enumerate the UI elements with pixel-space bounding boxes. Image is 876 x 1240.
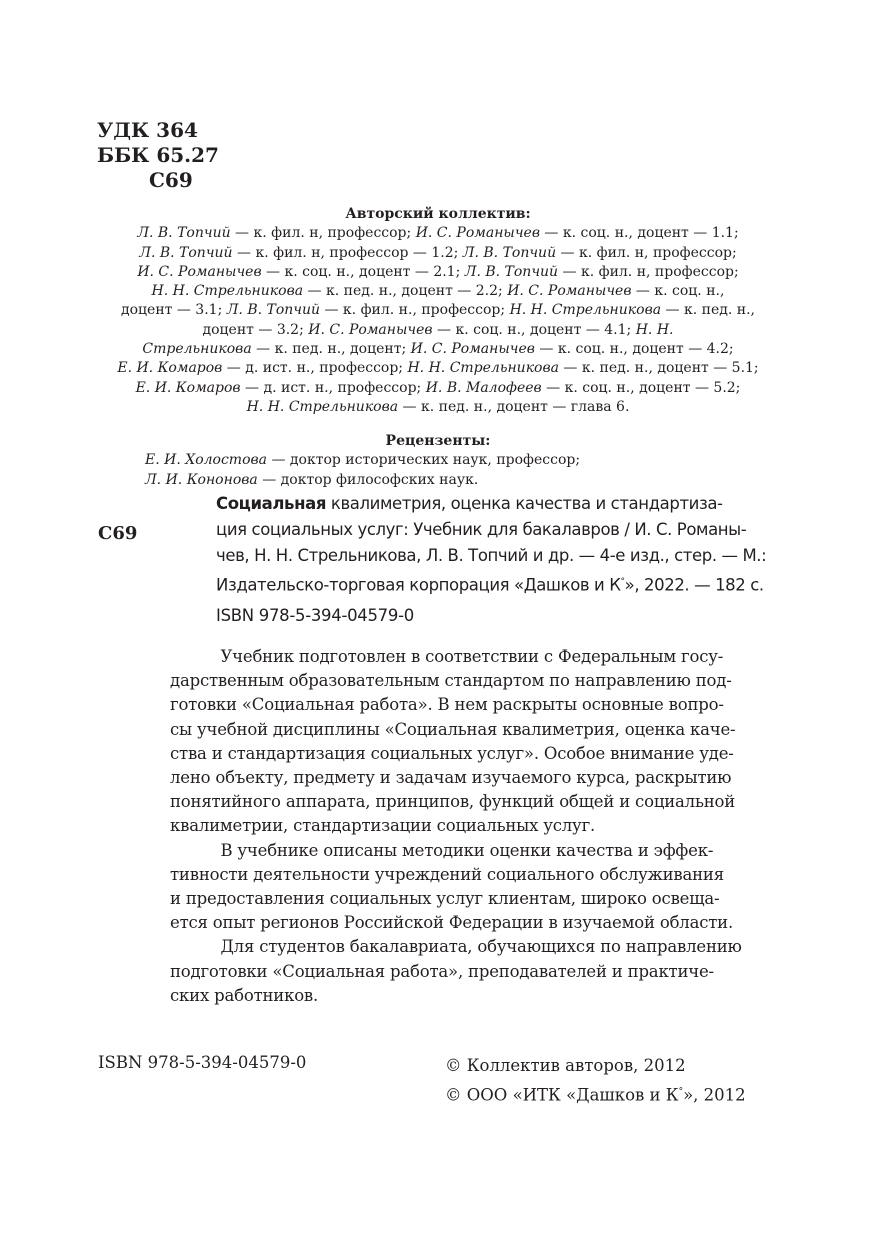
author-mark: С69 bbox=[149, 168, 193, 192]
authors-block bbox=[100, 205, 776, 417]
author-line bbox=[100, 359, 776, 378]
credential-text: — к. фил. н, профессор — 1.2; bbox=[232, 244, 463, 261]
author-line bbox=[100, 224, 776, 243]
bibliographic-entry bbox=[216, 491, 776, 599]
credential-text: — к. пед. н., доцент; bbox=[251, 341, 411, 358]
copyright-publisher-year: », 2012 bbox=[683, 1085, 746, 1105]
person-name: Л. И. Кононова bbox=[145, 471, 258, 488]
credential-text: — доктор философских наук. bbox=[257, 471, 479, 488]
person-name: И. С. Романычев bbox=[137, 263, 262, 280]
authors-list bbox=[100, 224, 776, 417]
annotation-line: Для студентов бакалавриата, обучающихся по направлению bbox=[170, 937, 742, 957]
person-name: Л. В. Топчий bbox=[139, 244, 233, 261]
annotation-line: дарственным образовательным стандартом по направлению под- bbox=[170, 671, 732, 691]
person-name: Е. И. Комаров bbox=[135, 379, 241, 396]
person-name: Л. В. Топчий bbox=[226, 302, 321, 319]
person-name: Стрельникова bbox=[142, 341, 252, 358]
credential-text: — к. пед. н., доцент — глава 6. bbox=[398, 398, 630, 415]
annotation-line: подготовки «Социальная работа», преподавателей и практиче- bbox=[170, 961, 714, 981]
credential-text: — к. фил. н., профессор; bbox=[320, 302, 510, 319]
card-author-mark: С69 bbox=[98, 523, 138, 544]
annotation-line: ства и стандартизация социальных услуг». Особое внимание уде- bbox=[170, 743, 734, 763]
reviewer-line bbox=[145, 451, 731, 470]
person-name: Л. В. Топчий bbox=[464, 263, 559, 280]
biblio-line bbox=[216, 491, 776, 517]
reviewers-block bbox=[145, 432, 731, 490]
reviewer-line bbox=[145, 471, 731, 490]
annotation-line: ских работников. bbox=[170, 985, 319, 1005]
copyright-publisher bbox=[445, 1079, 746, 1109]
copyright-block bbox=[445, 1053, 746, 1109]
annotation-line: ется опыт регионов Российской Федерации в изучаемой области. bbox=[170, 913, 734, 933]
isbn-bottom: ISBN 978-5-394-04579-0 bbox=[98, 1053, 307, 1072]
credential-text: — д. ист. н., профессор; bbox=[240, 379, 426, 396]
degree-mark: ° bbox=[678, 1087, 684, 1097]
biblio-publisher: Издательско-торговая корпорация «Дашков и К bbox=[216, 575, 621, 595]
credential-text: — к. соц. н., bbox=[631, 283, 725, 300]
annotation-line: лено объекту, предмету и задачам изучаемого курса, раскрытию bbox=[170, 768, 732, 788]
credential-text: — к. пед. н., доцент — 5.1; bbox=[558, 360, 759, 377]
biblio-title-bold: Социальная bbox=[216, 494, 327, 513]
annotation-line: тивности деятельности учреждений социального обслуживания bbox=[170, 864, 724, 884]
credential-text: доцент — 3.2; bbox=[202, 321, 309, 338]
biblio-line: чев, Н. Н. Стрельникова, Л. В. Топчий и др. — 4-е изд., стер. — М.: bbox=[216, 546, 767, 565]
author-line bbox=[100, 340, 776, 359]
annotation-line: готовки «Социальная работа». В нем раскрыты основные вопро- bbox=[170, 695, 724, 715]
annotation bbox=[170, 645, 776, 1008]
annotation-line: квалиметрии, стандартизации социальных услуг. bbox=[170, 816, 596, 836]
credential-text: — к. пед. н., bbox=[661, 302, 755, 319]
credential-text: — к. фил. н, профессор; bbox=[556, 244, 737, 261]
copyright-publisher-name: © ООО «ИТК «Дашков и К bbox=[445, 1085, 679, 1105]
credential-text: — к. соц. н., доцент — 5.2; bbox=[541, 379, 741, 396]
classification-codes bbox=[97, 118, 257, 193]
person-name: Н. Н. Стрельникова bbox=[246, 398, 399, 415]
person-name: Н. Н. Стрельникова bbox=[151, 283, 304, 300]
copyright-authors: © Коллектив авторов, 2012 bbox=[445, 1056, 686, 1075]
annotation-line: сы учебной дисциплины «Социальная квалиметрия, оценка каче- bbox=[170, 719, 736, 739]
authors-heading: Авторский коллектив: bbox=[345, 206, 531, 222]
bbk-code: ББК 65.27 bbox=[97, 143, 219, 167]
person-name: Н. Н. bbox=[635, 321, 674, 338]
person-name: И. С. Романычев bbox=[308, 321, 433, 338]
credential-text: — доктор исторических наук, профессор; bbox=[267, 452, 581, 469]
author-line bbox=[100, 301, 776, 320]
person-name: Е. И. Холостова bbox=[145, 452, 268, 469]
credential-text: — к. фил. н, профессор; bbox=[230, 225, 416, 242]
reviewers-heading: Рецензенты: bbox=[385, 433, 491, 449]
person-name: Н. Н. Стрельникова bbox=[407, 360, 559, 377]
credential-text: доцент — 3.1; bbox=[120, 302, 227, 319]
credential-text: — к. соц. н., доцент — 1.1; bbox=[539, 225, 739, 242]
person-name: И. С. Романычев bbox=[507, 283, 632, 300]
author-line bbox=[100, 263, 776, 282]
credential-text: — к. фил. н, профессор; bbox=[558, 263, 739, 280]
person-name: Л. В. Топчий bbox=[137, 225, 231, 242]
credential-text: — к. пед. н., доцент — 2.2; bbox=[303, 283, 508, 300]
person-name: Е. И. Комаров bbox=[117, 360, 223, 377]
biblio-line bbox=[216, 569, 776, 599]
author-line bbox=[100, 379, 776, 398]
author-line bbox=[100, 398, 776, 417]
annotation-line: Учебник подготовлен в соответствии с Федеральным госу- bbox=[170, 647, 724, 666]
author-line bbox=[100, 321, 776, 340]
biblio-year-pages: », 2022. — 182 с. bbox=[624, 575, 764, 595]
udk-code: УДК 364 bbox=[97, 118, 198, 142]
credential-text: — д. ист. н., профессор; bbox=[222, 360, 408, 377]
biblio-title-rest: квалиметрия, оценка качества и стандартиза- bbox=[326, 494, 723, 513]
credential-text: — к. соц. н., доцент — 2.1; bbox=[261, 263, 465, 280]
reviewers-list bbox=[145, 451, 731, 490]
isbn-top: ISBN 978-5-394-04579-0 bbox=[216, 606, 414, 625]
person-name: Л. В. Топчий bbox=[462, 244, 557, 261]
credential-text: — к. соц. н., доцент — 4.1; bbox=[432, 321, 636, 338]
person-name: И. С. Романычев bbox=[410, 341, 535, 358]
person-name: Н. Н. Стрельникова bbox=[509, 302, 662, 319]
annotation-line: В учебнике описаны методики оценки качества и эффек- bbox=[170, 840, 714, 860]
author-line bbox=[100, 282, 776, 301]
annotation-line: и предоставления социальных услуг клиентам, широко освеща- bbox=[170, 889, 720, 909]
person-name: И. В. Малофеев bbox=[425, 379, 542, 396]
biblio-line: ция социальных услуг: Учебник для бакалавров / И. С. Романы- bbox=[216, 520, 747, 539]
annotation-line: понятийного аппарата, принципов, функций общей и социальной bbox=[170, 792, 736, 812]
author-line bbox=[100, 244, 776, 263]
credential-text: — к. соц. н., доцент — 4.2; bbox=[534, 341, 734, 358]
person-name: И. С. Романычев bbox=[415, 225, 540, 242]
degree-mark: ° bbox=[620, 577, 625, 587]
